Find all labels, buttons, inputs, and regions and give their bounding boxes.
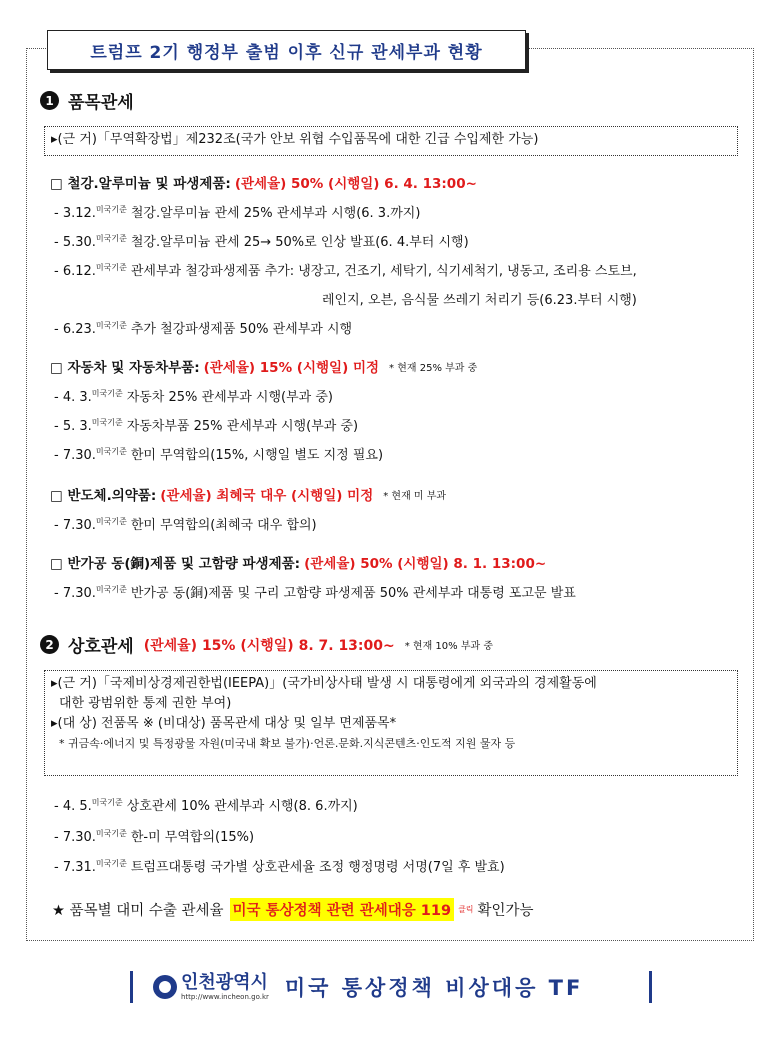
list-item: - 5. 3.$^{미국기준}$ 자동차부품 25% 관세부과 시행(부과 중) — [54, 417, 359, 434]
section1-title: 품목관세 — [68, 93, 134, 113]
sub-semicon-head: □ 반도체.의약품: — [50, 488, 157, 504]
footer-right-bar — [649, 971, 652, 1003]
list-item: - 5.30.$^{미국기준}$ 철강.알루미늄 관세 25→ 50%로 인상 발표(6. 4.부터 시행) — [54, 233, 469, 250]
sub-auto — [50, 356, 477, 376]
list-item: - 4. 3.$^{미국기준}$ 자동차 25% 관세부과 시행(부과 중) — [54, 388, 333, 405]
section2-heading — [40, 632, 493, 657]
list-item: - 7.30.$^{미국기준}$ 한미 무역합의(최혜국 대우 합의) — [54, 516, 317, 533]
section1-heading — [40, 88, 134, 113]
footer-left-bar — [130, 971, 133, 1003]
list-item: - 7.31.$^{미국기준}$ 트럼프대통령 국가별 상호관세율 조정 행정명령 서명(7일 후 발효) — [54, 858, 505, 875]
list-item: - 4. 5.$^{미국기준}$ 상호관세 10% 관세부과 시행(8. 6.까지) — [54, 797, 358, 814]
list-item: - 3.12.$^{미국기준}$ 철강.알루미늄 관세 25% 관세부과 시행(6. 3.까지) — [54, 204, 421, 221]
logo-name: 인천광역시 — [181, 972, 268, 993]
tariff-119-link[interactable]: 미국 통상정책 관련 관세대응 119 — [230, 898, 455, 921]
tariff-lookup-note — [52, 898, 534, 921]
sub-semicon-rate: (관세율) 최혜국 대우 (시행일) 미정 — [160, 488, 374, 504]
sub-copper-rate: (관세율) 50% (시행일) 8. 1. 13:00~ — [304, 556, 547, 572]
incheon-emblem-icon — [153, 975, 177, 999]
footer — [130, 968, 652, 1006]
section1-number: 1 — [40, 91, 59, 110]
sub-steel-rate: (관세율) 50% (시행일) 6. 4. 13:00~ — [234, 176, 477, 192]
logo-url: http://www.incheon.go.kr — [181, 993, 269, 1001]
list-item: - 7.30.$^{미국기준}$ 한미 무역합의(15%, 시행일 별도 지정 필요) — [54, 446, 384, 463]
list-item: - 7.30.$^{미국기준}$ 한-미 무역합의(15%) — [54, 828, 255, 845]
sub-steel-head: □ 철강.알루미늄 및 파생제품: — [50, 176, 231, 192]
page-title: 트럼프 2기 행정부 출범 이후 신규 관세부과 현황 — [47, 30, 526, 70]
section2-title: 상호관세 — [68, 637, 134, 657]
sub-copper — [50, 552, 546, 572]
section2-note: * 현재 10% 부과 중 — [404, 641, 493, 652]
sub-auto-head: □ 자동차 및 자동차부품: — [50, 360, 200, 376]
section1-basis: ▸(근 거)「무역확장법」제232조(국가 안보 위협 수입품목에 대한 긴급 수입제한 가능) — [44, 126, 738, 156]
list-item: - 6.12.$^{미국기준}$ 관세부과 철강파생제품 추가: 냉장고, 건조기, 세탁기, 식기세척기, 냉동고, 조리용 스토브, — [54, 262, 637, 279]
star-suffix: 확인가능 — [477, 903, 534, 919]
section2-rate: (관세율) 15% (시행일) 8. 7. 13:00~ — [143, 637, 395, 654]
section2-basis — [44, 670, 738, 776]
basis-line: 대한 광범위한 통제 권한 부여) — [59, 696, 232, 711]
sub-steel — [50, 172, 477, 192]
click-label: 클릭 — [458, 905, 474, 914]
basis-line: ▸(대 상) 전품목 ※ (비대상) 품목관세 대상 및 일부 면제품목* — [51, 716, 397, 731]
list-item: - 6.23.$^{미국기준}$ 추가 철강파생제품 50% 관세부과 시행 — [54, 320, 353, 337]
sub-semicon-note: * 현재 미 부과 — [383, 490, 447, 502]
sub-auto-note: * 현재 25% 부과 중 — [389, 362, 478, 374]
basis-footnote: * 귀금속·에너지 및 특정광물 자원(미국내 확보 불가)·언론.문화.지식콘텐츠·인도적 지원 물자 등 — [59, 737, 516, 750]
section2-number: 2 — [40, 635, 59, 654]
list-item-continued: 레인지, 오븐, 음식물 쓰레기 처리기 등(6.23.부터 시행) — [322, 293, 637, 308]
star-prefix: ★ 품목별 대미 수출 관세율 — [52, 903, 224, 919]
basis-line: ▸(근 거)「국제비상경제권한법(IEEPA)」(국가비상사태 발생 시 대통령에게 외국과의 경제활동에 — [51, 676, 597, 691]
sub-copper-head: □ 반가공 동(銅)제품 및 고함량 파생제품: — [50, 556, 301, 572]
incheon-logo — [153, 973, 269, 1001]
sub-auto-rate: (관세율) 15% (시행일) 미정 — [203, 360, 380, 376]
sub-semicon — [50, 484, 446, 504]
footer-title: 미국 통상정책 비상대응 TF — [284, 976, 584, 1000]
list-item: - 7.30.$^{미국기준}$ 반가공 동(銅)제품 및 구리 고함량 파생제품 50% 관세부과 대통령 포고문 발표 — [54, 584, 576, 601]
